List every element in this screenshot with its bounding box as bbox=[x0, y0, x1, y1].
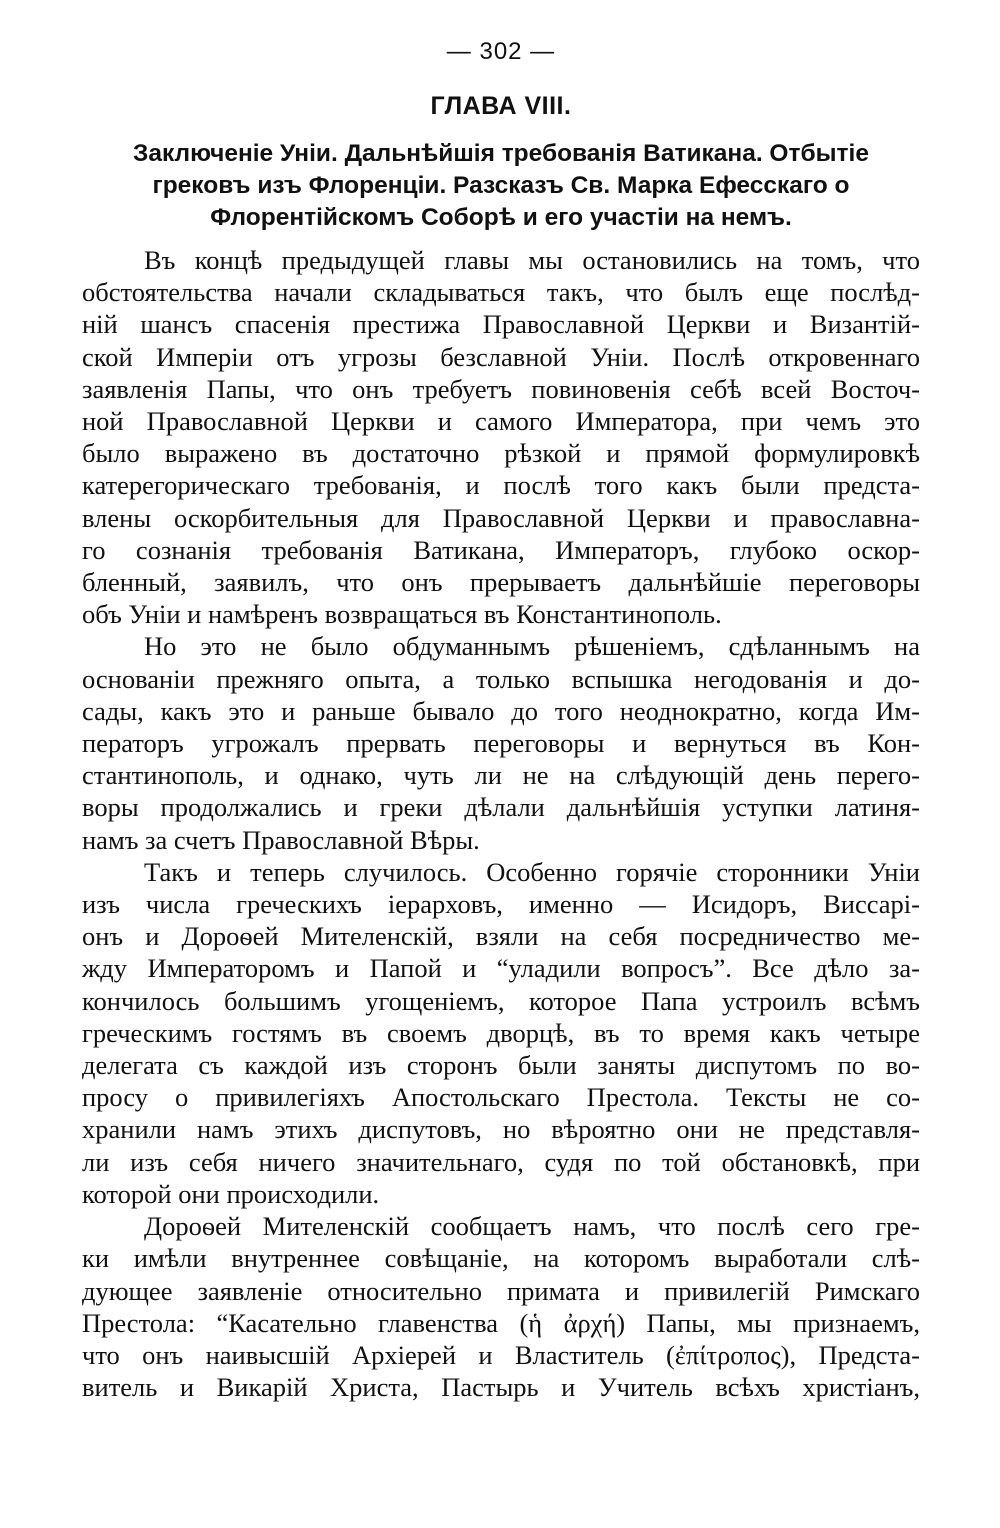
chapter-summary bbox=[82, 138, 920, 234]
text-line: ки имѣли внутреннее совѣщаніе, на которомъ выработали слѣ- bbox=[82, 1243, 920, 1274]
text-line: дующее заявленіе относительно примата и привилегій Римскаго bbox=[82, 1275, 920, 1306]
text-line: ной Православной Церкви и самого Императора, при чемъ это bbox=[82, 406, 920, 437]
text-line: заявленія Папы, что онъ требуетъ повиновенія себѣ всей Восточ- bbox=[82, 373, 920, 404]
text-line: делегата съ каждой изъ сторонъ были заняты диспутомъ по во- bbox=[82, 1050, 920, 1081]
document-page bbox=[82, 32, 920, 1403]
text-line: Но это не было обдуманнымъ рѣшеніемъ, сдѣланнымъ на bbox=[144, 631, 920, 662]
chapter-summary-line: Флорентійскомъ Соборѣ и его участіи на немъ. bbox=[210, 204, 792, 231]
chapter-title: ГЛАВА VIII. bbox=[430, 92, 572, 120]
text-line: основаніи прежняго опыта, а только вспышка негодованія и до- bbox=[82, 663, 920, 694]
text-line: катерегорическаго требованія, и послѣ того какъ были предста- bbox=[82, 470, 920, 501]
text-line: ли изъ себя ничего значительнаго, судя по той обстановкѣ, при bbox=[82, 1146, 920, 1177]
body-text bbox=[82, 244, 920, 1403]
text-line: воры продолжались и греки дѣлали дальнѣйшія уступки латиня- bbox=[82, 792, 920, 823]
text-line: ній шансъ спасенія престижа Православной Церкви и Византій- bbox=[82, 309, 920, 340]
chapter-summary-line: грековъ изъ Флоренціи. Разсказъ Св. Марка Ефесскаго о bbox=[152, 172, 850, 199]
text-line: изъ числа греческихъ іерарховъ, именно — Исидоръ, Виссарі- bbox=[82, 889, 920, 920]
text-line: которой они происходили. bbox=[82, 1178, 380, 1209]
text-line: просу о привилегіяхъ Апостольскаго Престола. Тексты не со- bbox=[82, 1082, 920, 1113]
text-line: объ Уніи и намѣренъ возвращаться въ Константинополь. bbox=[82, 599, 722, 630]
paragraph bbox=[82, 856, 920, 1210]
text-line: греческимъ гостямъ въ своемъ дворцѣ, въ то время какъ четыре bbox=[82, 1017, 920, 1048]
text-line: влены оскорбительныя для Православной Церкви и православна- bbox=[82, 502, 920, 533]
text-line: Дороѳей Мителенскій сообщаетъ намъ, что послѣ сего гре- bbox=[144, 1211, 920, 1242]
text-line: намъ за счетъ Православной Вѣры. bbox=[82, 824, 480, 855]
text-line: ператоръ угрожалъ прервать переговоры и вернуться въ Кон- bbox=[82, 728, 920, 759]
text-line: Въ концѣ предыдущей главы мы остановились на томъ, что bbox=[144, 245, 920, 275]
text-line: витель и Викарій Христа, Пастырь и Учитель всѣхъ христіанъ, bbox=[82, 1372, 920, 1403]
text-line: бленный, заявилъ, что онъ прерываетъ дальнѣйшіе переговоры bbox=[82, 567, 920, 598]
text-line: хранили намъ этихъ диспутовъ, но вѣроятно они не представля- bbox=[82, 1114, 920, 1145]
text-line: обстоятельства начали складываться такъ, что былъ еще послѣд- bbox=[82, 277, 920, 308]
paragraph bbox=[82, 244, 920, 630]
page-number: — 302 — bbox=[446, 38, 556, 65]
text-line: сады, какъ это и раньше бывало до того неоднократно, когда Им- bbox=[82, 695, 920, 726]
text-line: онъ и Дороѳей Мителенскій, взяли на себя посредничество ме- bbox=[82, 921, 920, 952]
text-line: что онъ наивысшій Архіерей и Властитель (ἐπίτροπος), Предста- bbox=[82, 1339, 920, 1370]
paragraph bbox=[82, 1210, 920, 1403]
paragraph bbox=[82, 630, 920, 855]
chapter-summary-line: Заключеніе Уніи. Дальнѣйшія требованія Ватикана. Отбытіе bbox=[133, 140, 869, 167]
text-line: стантинополь, и однако, чуть ли не на слѣдующій день перего- bbox=[82, 760, 920, 791]
text-line: Такъ и теперь случилось. Особенно горячіе сторонники Уніи bbox=[144, 856, 920, 887]
text-line: было выражено въ достаточно рѣзкой и прямой формулировкѣ bbox=[82, 438, 920, 469]
text-line: жду Императоромъ и Папой и “уладили вопросъ”. Все дѣло за- bbox=[82, 953, 920, 984]
text-line: ской Имперіи отъ угрозы безславной Уніи. Послѣ откровеннаго bbox=[82, 341, 920, 372]
text-line: кончилось большимъ угощеніемъ, которое Папа устроилъ всѣмъ bbox=[82, 985, 920, 1016]
text-line: го сознанія требованія Ватикана, Императоръ, глубоко оскор- bbox=[82, 534, 920, 565]
text-line: Престола: “Касательно главенства (ἡ ἀρχή) Папы, мы признаемъ, bbox=[82, 1307, 920, 1338]
